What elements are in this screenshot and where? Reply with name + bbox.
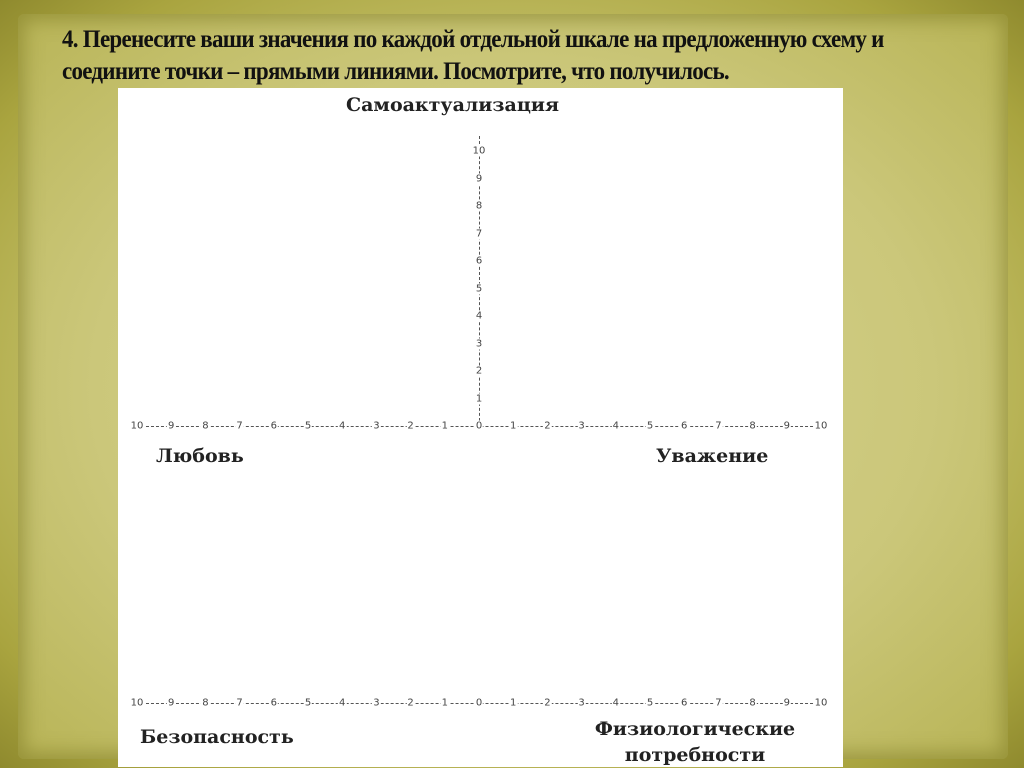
- tick-up-7: 7: [475, 228, 483, 239]
- tick-left-7: 7: [236, 420, 243, 432]
- tick-bottom-left-8: 8: [202, 697, 209, 709]
- tick-up-2: 2: [475, 365, 483, 377]
- diagram-panel: [118, 88, 843, 767]
- tick-bottom-left-7: 7: [236, 697, 243, 709]
- tick-bottom-right-6: 6: [681, 697, 688, 709]
- slide-title: 4. Перенесите ваши значения по каждой отдельной шкале на предложенную схему и соедините точки – прямыми линиями. Посмотрите, что получилось.: [62, 26, 884, 85]
- tick-bottom-left-6: 6: [270, 697, 277, 709]
- tick-bottom-left-4: 4: [339, 697, 346, 709]
- tick-right-3: 3: [578, 420, 585, 432]
- tick-left-2: 2: [407, 420, 414, 432]
- tick-right-7: 7: [715, 420, 722, 432]
- tick-up-4: 4: [475, 310, 483, 322]
- label-love: Любовь: [156, 445, 244, 467]
- label-physiological-needs: Физиологические потребности: [594, 718, 796, 766]
- tick-left-5: 5: [304, 420, 312, 432]
- tick-bottom-right-7: 7: [715, 697, 722, 709]
- tick-bottom-right-1: 1: [510, 697, 517, 709]
- label-respect: Уважение: [656, 445, 769, 467]
- tick-bottom-left-2: 2: [407, 697, 414, 709]
- tick-bottom-left-0: 0: [475, 697, 483, 709]
- tick-up-3: 3: [475, 338, 483, 349]
- tick-left-4: 4: [339, 420, 346, 432]
- tick-right-4: 4: [612, 420, 619, 432]
- tick-bottom-right-8: 8: [749, 697, 756, 709]
- tick-right-9: 9: [783, 420, 790, 432]
- tick-bottom-right-4: 4: [612, 697, 619, 709]
- tick-up-8: 8: [475, 200, 483, 212]
- tick-bottom-left-1: 1: [441, 697, 448, 709]
- tick-bottom-left-5: 5: [304, 697, 312, 709]
- tick-bottom-right-10: 10: [814, 697, 828, 709]
- tick-right-6: 6: [681, 420, 688, 432]
- tick-right-2: 2: [544, 420, 551, 432]
- tick-right-10: 10: [814, 420, 828, 432]
- tick-right-8: 8: [749, 420, 756, 432]
- tick-left-1: 1: [441, 420, 448, 432]
- label-safety: Безопасность: [140, 726, 294, 748]
- tick-up-10: 10: [472, 145, 486, 157]
- tick-up-6: 6: [475, 255, 483, 267]
- tick-bottom-right-2: 2: [544, 697, 551, 709]
- tick-right-1: 1: [510, 420, 517, 432]
- tick-bottom-left-10: 10: [130, 697, 144, 709]
- tick-bottom-right-5: 5: [646, 697, 654, 709]
- tick-bottom-left-3: 3: [373, 697, 380, 709]
- tick-left-9: 9: [168, 420, 175, 432]
- label-self-actualization: Самоактуализация: [346, 94, 559, 116]
- tick-bottom-right-3: 3: [578, 697, 585, 709]
- tick-up-1: 1: [475, 393, 483, 404]
- tick-bottom-right-9: 9: [783, 697, 790, 709]
- tick-bottom-left-9: 9: [168, 697, 175, 709]
- tick-right-5: 5: [646, 420, 654, 432]
- tick-up-5: 5: [475, 283, 483, 294]
- tick-left-8: 8: [202, 420, 209, 432]
- tick-left-10: 10: [130, 420, 144, 432]
- tick-left-0: 0: [475, 420, 483, 432]
- tick-left-3: 3: [373, 420, 380, 432]
- tick-left-6: 6: [270, 420, 277, 432]
- tick-up-9: 9: [475, 173, 483, 184]
